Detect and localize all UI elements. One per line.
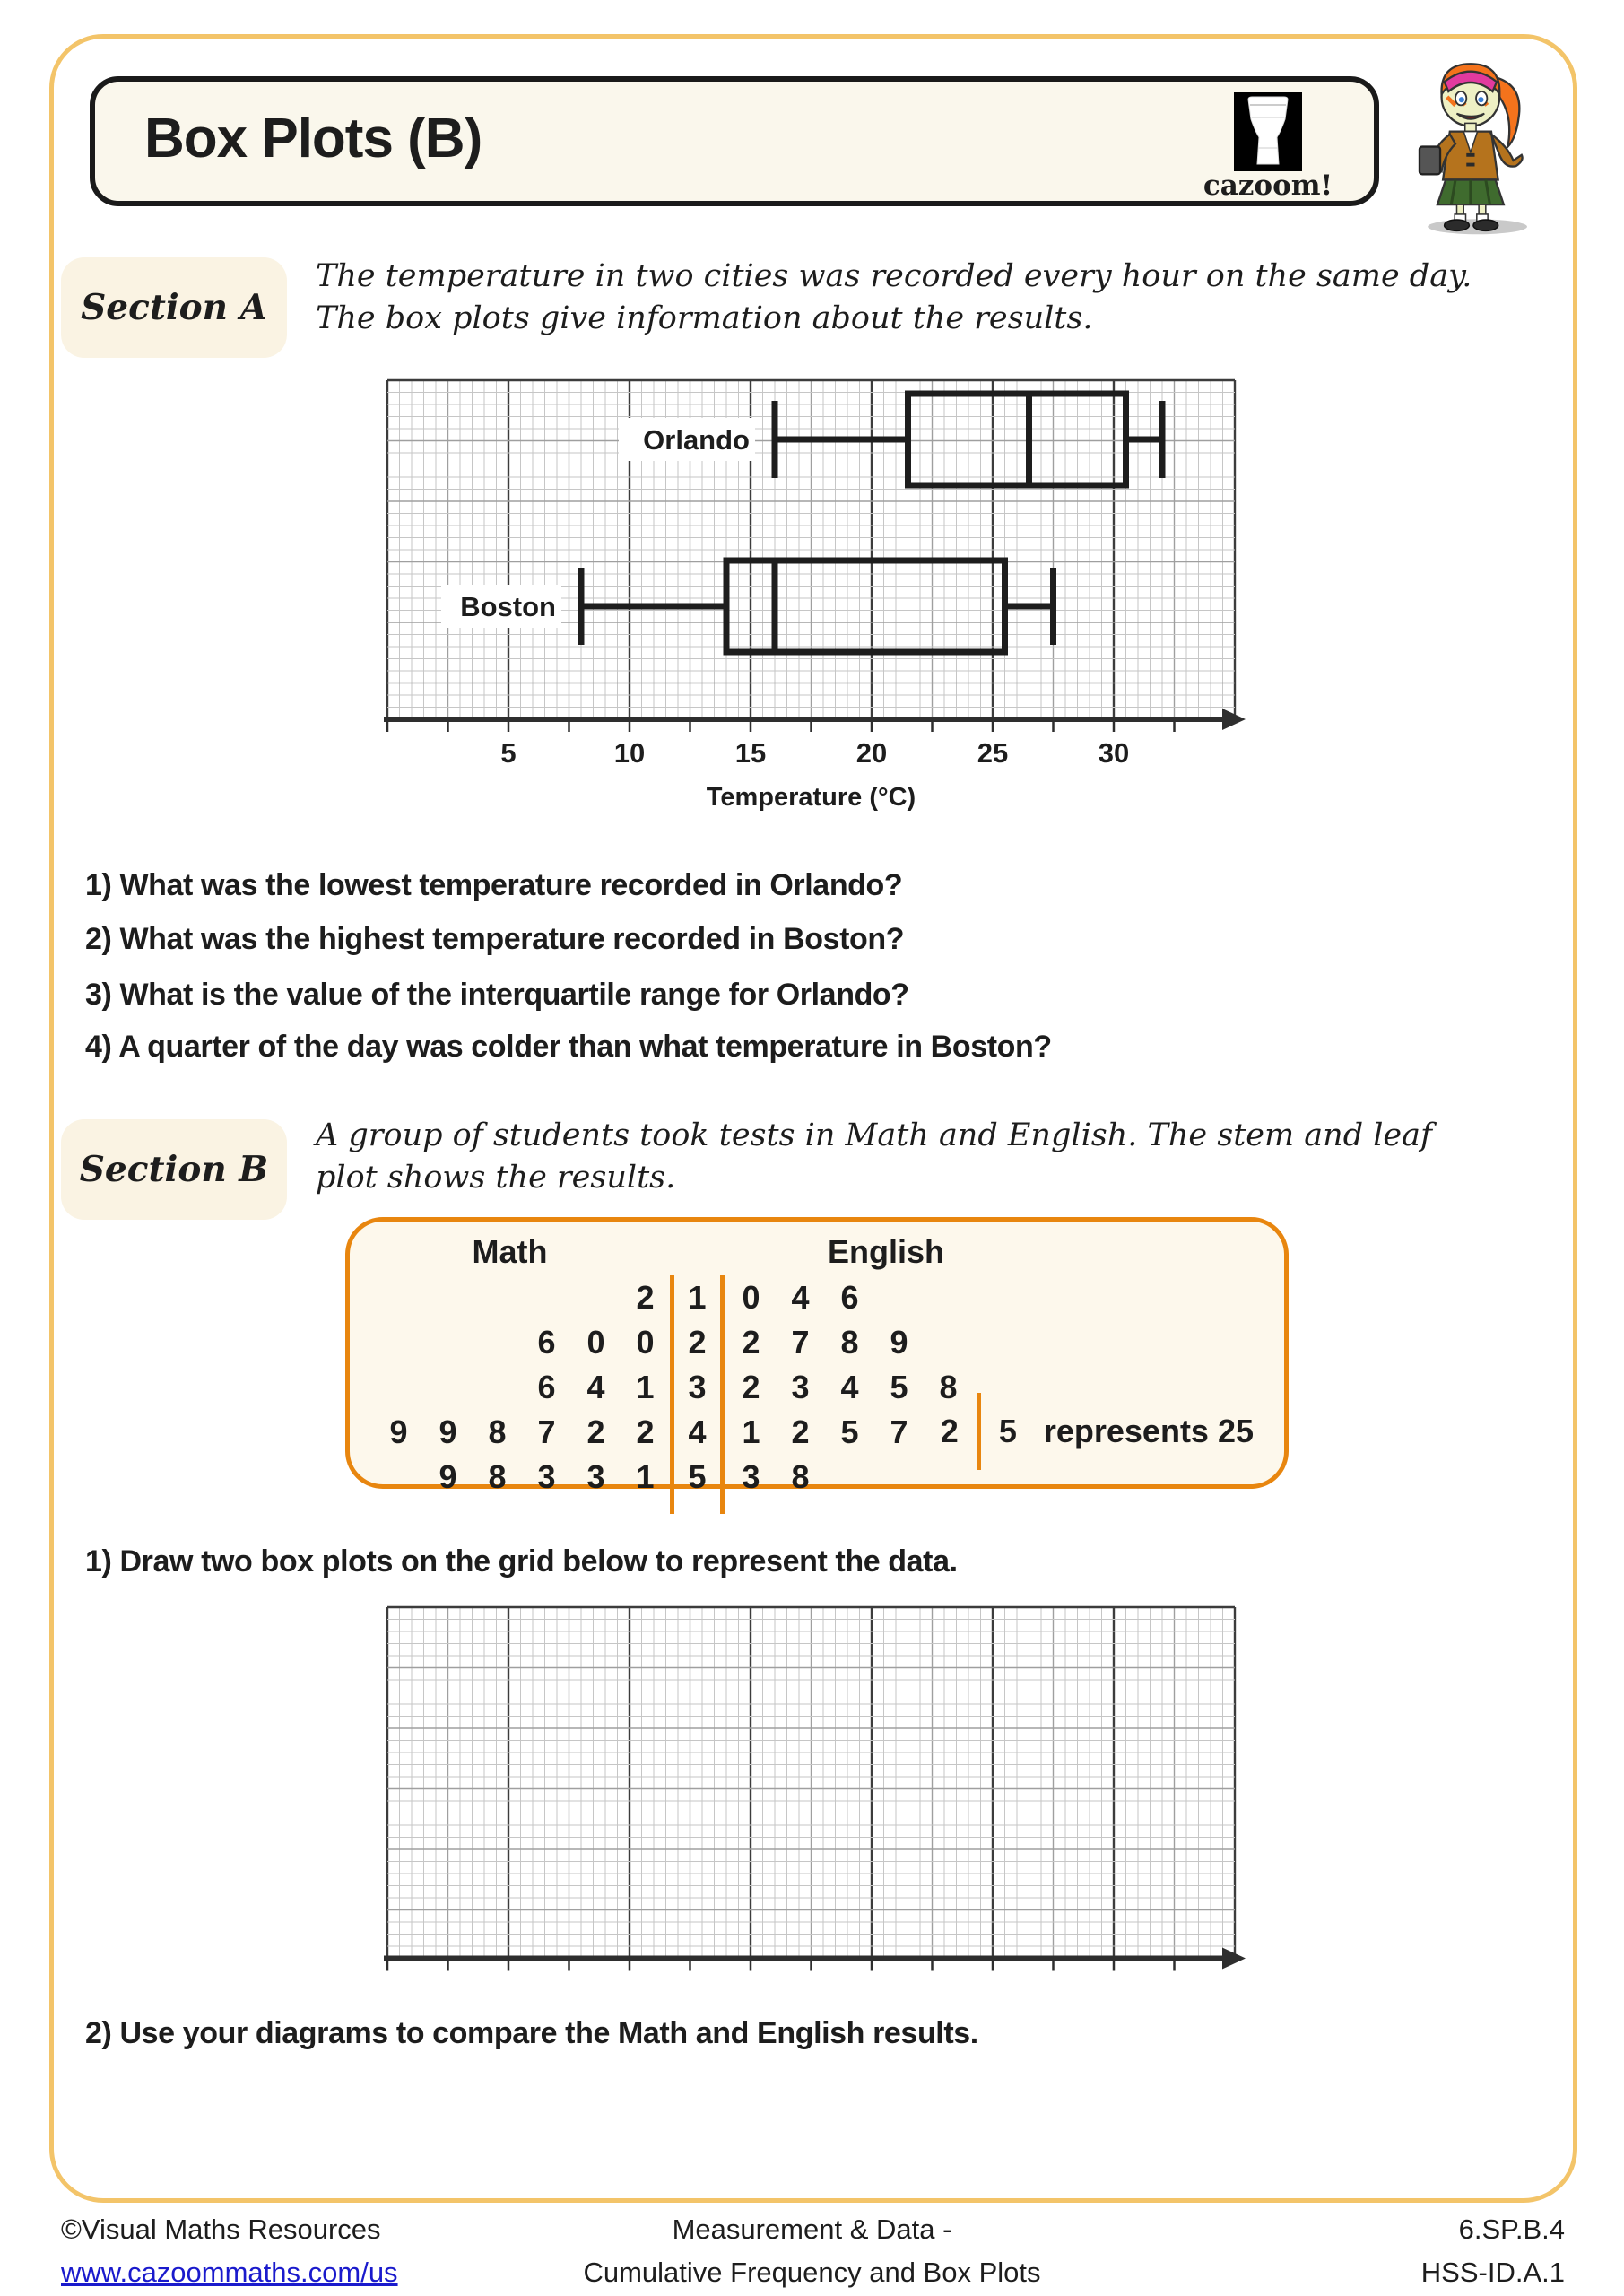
english-leaf-digit: 2 [791,1413,810,1450]
math-leaf-digit: 6 [537,1324,556,1361]
english-leaf-digit: 3 [791,1369,810,1405]
stem-digit: 3 [670,1365,725,1410]
math-leaves [350,1324,670,1361]
english-leaves [725,1324,1284,1361]
stem-leaf-headers [350,1229,1284,1275]
footer-copyright: ©Visual Maths Resources [61,2213,381,2245]
section-b-desc-line2: plot shows the results. [316,1160,676,1196]
title-bar [90,76,1379,206]
math-leaves [350,1279,670,1317]
math-column-header: Math [472,1233,548,1270]
stem-digit: 4 [670,1410,725,1455]
svg-text:Orlando: Orlando [643,424,750,456]
math-leaf-digit: 2 [636,1279,655,1316]
math-leaf-digit: 7 [537,1413,556,1450]
math-leaves [350,1369,670,1406]
blank-drawing-grid [380,1604,1255,1989]
stem-digit: 2 [670,1320,725,1365]
section-b-desc-line1: A group of students took tests in Math and English. The stem and leaf [316,1118,1432,1153]
question-a1: 1) What was the lowest temperature recorded in Orlando? [85,868,903,902]
english-column-header: English [827,1233,944,1270]
temperature-boxplot-chart [380,375,1255,828]
section-a-desc-line2: The box plots give information about the results. [316,300,1093,336]
djembe-drum-icon [1234,92,1302,171]
math-leaf-digit: 2 [636,1413,655,1450]
section-b-label: Section B [61,1119,287,1220]
english-leaf-digit: 9 [890,1324,908,1361]
math-leaf-digit: 6 [537,1369,556,1405]
english-leaf-digit: 5 [840,1413,859,1450]
math-leaf-digit: 0 [636,1324,655,1361]
math-leaf-digit: 0 [586,1324,605,1361]
section-a-label: Section A [61,257,287,358]
svg-text:15: 15 [734,737,767,769]
question-b1: 1) Draw two box plots on the grid below to represent the data. [85,1544,958,1578]
math-leaf-digit: 3 [537,1458,556,1495]
stem-digit: 5 [670,1455,725,1500]
footer-right [1291,2208,1565,2294]
svg-text:Temperature (°C): Temperature (°C) [706,783,916,812]
english-leaves [725,1279,1284,1317]
english-leaf-digit: 8 [840,1324,859,1361]
math-leaf-digit: 2 [586,1413,605,1450]
key-right-digit: 5 [998,1413,1017,1449]
english-leaf-digit: 3 [742,1458,760,1495]
question-a4: 4) A quarter of the day was colder than what temperature in Boston? [85,1030,1052,1064]
math-leaf-digit: 9 [439,1413,457,1450]
key-left-digit: 2 [940,1413,959,1449]
footer-standard-2: HSS-ID.A.1 [1420,2257,1565,2288]
svg-text:10: 10 [613,737,646,769]
english-leaf-digit: 4 [791,1279,810,1316]
math-leaf-digit: 1 [636,1369,655,1405]
cazoom-logo [1196,92,1340,202]
stem-and-leaf-plot [345,1217,1289,1495]
svg-text:Boston: Boston [460,591,556,622]
footer-website-link[interactable]: www.cazoommaths.com/us [61,2257,398,2288]
math-leaves [350,1458,670,1496]
stem-digit: 1 [670,1275,725,1320]
math-leaf-digit: 9 [439,1458,457,1495]
english-leaf-digit: 2 [742,1369,760,1405]
math-leaf-digit: 1 [636,1458,655,1495]
english-leaf-digit: 6 [840,1279,859,1316]
english-leaf-digit: 5 [890,1369,908,1405]
key-text: represents 25 [1043,1413,1254,1449]
english-leaf-digit: 0 [742,1279,760,1316]
footer-standard-1: 6.SP.B.4 [1458,2213,1565,2245]
question-a2: 2) What was the highest temperature recorded in Boston? [85,922,905,956]
math-leaves [350,1413,670,1451]
cazoom-logo-text: cazoom! [1203,170,1333,202]
question-a3: 3) What is the value of the interquartile range for Orlando? [85,978,909,1012]
stem-line-extender [350,1500,1284,1514]
math-leaf-digit: 8 [488,1458,507,1495]
page-title: Box Plots (B) [144,108,482,170]
question-b2: 2) Use your diagrams to compare the Math and English results. [85,2016,978,2050]
section-b-description [316,1115,1432,1199]
math-leaf-digit: 3 [586,1458,605,1495]
svg-text:30: 30 [1098,737,1130,769]
english-leaf-digit: 8 [791,1458,810,1495]
english-leaf-digit: 1 [742,1413,760,1450]
section-a-description [316,256,1472,340]
stem-leaf-row [350,1275,1284,1320]
math-leaf-digit: 9 [389,1413,408,1450]
math-leaf-digit: 8 [488,1413,507,1450]
english-leaf-digit: 7 [791,1324,810,1361]
svg-text:25: 25 [977,737,1009,769]
english-leaf-digit: 4 [840,1369,859,1405]
schoolgirl-mascot-illustration [1392,56,1558,235]
english-leaf-digit: 2 [742,1324,760,1361]
svg-text:5: 5 [500,737,517,769]
footer-topic-line1: Measurement & Data - [672,2213,952,2245]
math-leaf-digit: 4 [586,1369,605,1405]
svg-text:20: 20 [855,737,888,769]
section-a-desc-line1: The temperature in two cities was recorded every hour on the same day. [316,258,1472,294]
english-leaf-digit: 8 [939,1369,958,1405]
footer-topic-line2: Cumulative Frequency and Box Plots [583,2257,1041,2288]
key-divider-line [977,1393,981,1470]
stem-leaf-row [350,1320,1284,1365]
stem-leaf-key [941,1393,1254,1470]
english-leaf-digit: 7 [890,1413,908,1450]
